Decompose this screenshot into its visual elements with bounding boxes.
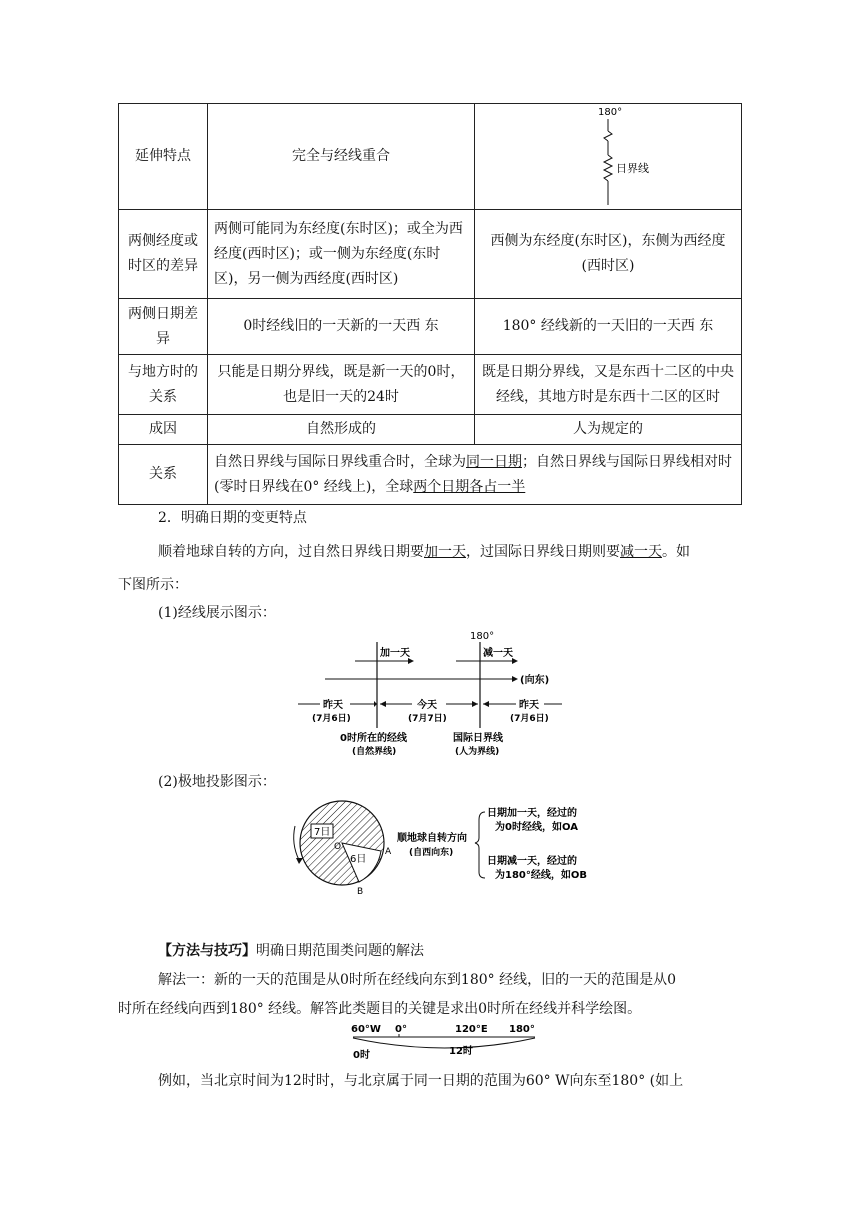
yesterday-date: (7月6日) bbox=[510, 714, 549, 724]
row-head: 两侧日期差异 bbox=[119, 299, 208, 355]
add-day-text: 日期加一天，经过的 bbox=[487, 808, 577, 819]
today-date: (7月7日) bbox=[408, 714, 447, 724]
e180-label: 180° bbox=[509, 1024, 535, 1035]
method-bracket: 【方法与技巧】 bbox=[158, 943, 256, 959]
arrow-head bbox=[472, 701, 478, 707]
range-figure bbox=[345, 1022, 545, 1062]
yesterday-label: 昨天 bbox=[323, 700, 343, 711]
date-line-zigzag bbox=[604, 155, 612, 181]
row-head: 关系 bbox=[119, 445, 208, 505]
label-date-line: 日界线 bbox=[616, 161, 649, 175]
o-label: O bbox=[334, 842, 342, 852]
table-row bbox=[119, 355, 742, 415]
polar-figure bbox=[285, 798, 615, 898]
intl-cell: 既是日期分界线，又是东西十二区的中央经线，其地方时是东西十二区的区时 bbox=[475, 355, 742, 415]
rotation-arrow bbox=[294, 826, 299, 860]
arrow-head bbox=[512, 676, 518, 682]
intl-line-label: 国际日界线 bbox=[453, 733, 503, 744]
natural-cell: 0时经线旧的一天新的一天西 东 bbox=[208, 299, 475, 355]
intl-cell: 180° 经线新的一天旧的一天西 东 bbox=[475, 299, 742, 355]
intl-cell: 西侧为东经度(东时区)，东侧为西经度(西时区) bbox=[475, 210, 742, 299]
arrow-head bbox=[483, 701, 489, 707]
label-180: 180° bbox=[470, 631, 495, 642]
sub-day-label: 减一天 bbox=[483, 648, 513, 659]
rotate-note: (自西向东) bbox=[409, 848, 454, 858]
zero-line-note: (自然界线) bbox=[352, 747, 397, 757]
figure-caption: (2)极地投影图示： bbox=[158, 774, 276, 790]
natural-cell: 两侧可能同为东经度(东时区)；或全为西经度(西时区)；或一侧为东经度(东时区)，另一侧为西经度(西时区) bbox=[208, 210, 475, 299]
table-row bbox=[119, 104, 742, 210]
relation-cell bbox=[208, 445, 742, 505]
table-row bbox=[119, 445, 742, 505]
arrow-head bbox=[296, 858, 303, 864]
paragraph-text: 。如 bbox=[662, 544, 690, 560]
row-head: 与地方时的关系 bbox=[119, 355, 208, 415]
brace bbox=[475, 812, 485, 878]
b-label: B bbox=[357, 887, 364, 897]
twelve-hour-label: 12时 bbox=[449, 1046, 473, 1057]
answer-text: 加一天 bbox=[424, 544, 466, 560]
day7-label: 7日 bbox=[314, 827, 331, 838]
paragraph-text: 顺着地球自转的方向，过自然日界线日期要 bbox=[158, 544, 424, 560]
sub-day-text: 日期减一天，经过的 bbox=[487, 856, 577, 867]
method-title bbox=[158, 941, 424, 961]
paragraph: 下图所示： bbox=[118, 577, 188, 593]
arrow-head bbox=[380, 701, 386, 707]
figure-caption: (1)经线展示图示： bbox=[158, 605, 276, 621]
table-row bbox=[119, 210, 742, 299]
answer-text: 减一天 bbox=[620, 544, 662, 560]
row-head: 两侧经度或时区的差异 bbox=[119, 210, 208, 299]
intl-cell: 人为规定的 bbox=[475, 415, 742, 445]
intl-line-note: (人为界线) bbox=[455, 747, 500, 757]
paragraph: 时所在经线向西到180° 经线。解答此类题目的关键是求出0时所在经线并科学绘图。 bbox=[118, 1001, 642, 1017]
e120-label: 120°E bbox=[455, 1024, 488, 1035]
meridian-zigzag bbox=[604, 131, 612, 141]
rotate-label: 顺地球自转方向 bbox=[397, 833, 467, 844]
meridian-figure bbox=[290, 628, 570, 762]
east-label: (向东) bbox=[520, 675, 550, 686]
paragraph bbox=[158, 542, 690, 562]
a-label: A bbox=[385, 847, 392, 857]
w60-label: 60°W bbox=[351, 1024, 381, 1035]
row-head: 成因 bbox=[119, 415, 208, 445]
paragraph-text: ，过国际日界线日期则要 bbox=[466, 544, 620, 560]
comparison-table bbox=[118, 103, 742, 505]
zero-hour-label: 0时 bbox=[353, 1050, 370, 1061]
zero-label: 0° bbox=[395, 1024, 407, 1035]
paragraph: 解法一：新的一天的范围是从0时所在经线向东到180° 经线，旧的一天的范围是从0 bbox=[158, 972, 676, 988]
sub-day-text: 为180°经线，如OB bbox=[495, 870, 587, 881]
table-row bbox=[119, 299, 742, 355]
relation-text: 自然日界线与国际日界线重合时，全球为 bbox=[214, 453, 466, 470]
natural-cell: 只能是日期分界线，既是新一天的0时，也是旧一天的24时 bbox=[208, 355, 475, 415]
yesterday-label: 昨天 bbox=[519, 700, 539, 711]
zero-line-label: 0时所在的经线 bbox=[340, 733, 407, 744]
paragraph: 例如，当北京时间为12时时，与北京属于同一日期的范围为60° W向东至180° (如上 bbox=[158, 1073, 684, 1089]
relation-answer: 同一日期 bbox=[466, 453, 522, 470]
yesterday-date: (7月6日) bbox=[312, 714, 351, 724]
add-day-text: 为0时经线，如OA bbox=[495, 822, 578, 833]
natural-cell: 完全与经线重合 bbox=[208, 104, 475, 210]
intl-diagram-cell bbox=[475, 104, 742, 210]
add-day-label: 加一天 bbox=[380, 648, 410, 659]
row-head: 延伸特点 bbox=[119, 104, 208, 210]
label-180: 180° bbox=[598, 106, 623, 118]
section-heading: 2．明确日期的变更特点 bbox=[158, 510, 307, 526]
day6-label: 6日 bbox=[350, 854, 367, 865]
table-row bbox=[119, 415, 742, 445]
today-label: 今天 bbox=[417, 700, 437, 711]
natural-cell: 自然形成的 bbox=[208, 415, 475, 445]
relation-text: ；自然日界线与国际日界线相对时(零时日界线在0° 经线上)，全球 bbox=[214, 453, 732, 495]
method-title-text: 明确日期范围类问题的解法 bbox=[256, 943, 424, 959]
relation-answer: 两个日期各占一半 bbox=[413, 478, 526, 495]
date-line-diagram bbox=[538, 105, 678, 209]
range-arc bbox=[353, 1038, 535, 1048]
